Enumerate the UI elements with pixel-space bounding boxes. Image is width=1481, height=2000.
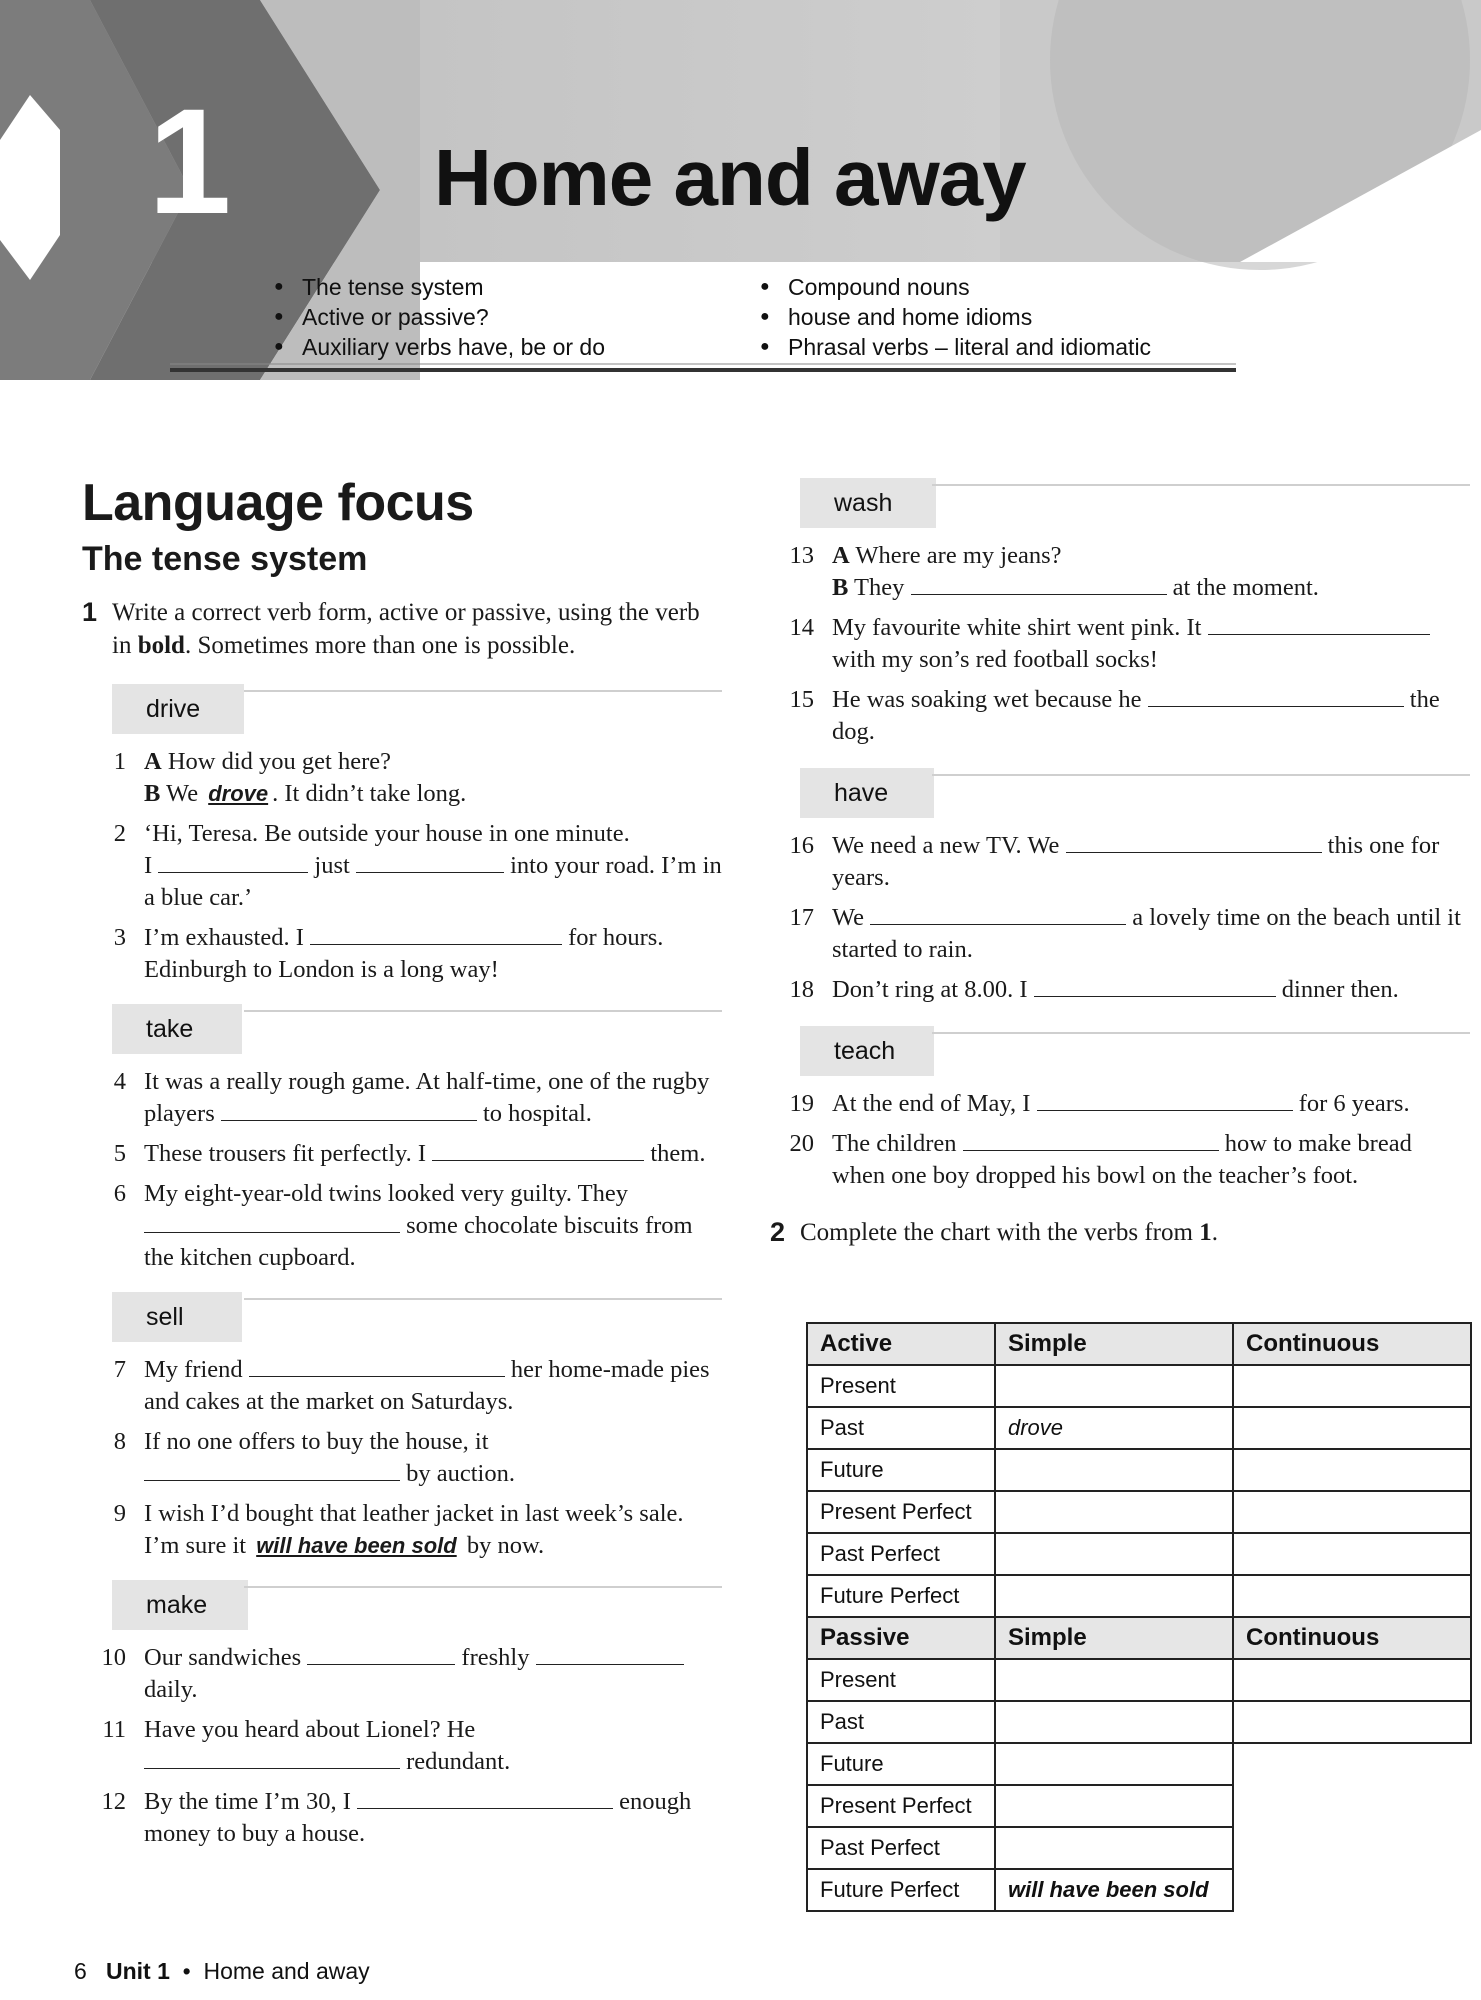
answer-blank[interactable] — [1208, 612, 1430, 635]
answer-cell[interactable] — [995, 1701, 1233, 1743]
exercise-2-instruction — [770, 1216, 1470, 1249]
question-text: I — [144, 852, 159, 879]
tense-label: Future Perfect — [807, 1575, 995, 1617]
chart-row — [807, 1407, 1471, 1449]
question-text: It was a really rough game. At half-time, one of the rugby players — [144, 1068, 710, 1127]
question-text: . It didn’t take long. — [272, 780, 467, 807]
question-6 — [82, 1178, 722, 1274]
header-cell: Simple — [995, 1323, 1233, 1365]
topic-item: ● Phrasal verbs – literal and idiomatic — [760, 332, 1151, 362]
chart-row — [807, 1701, 1471, 1743]
example-answer: will have been sold — [256, 1533, 457, 1558]
divider — [244, 1010, 722, 1012]
question-text: the dog. — [832, 686, 1440, 745]
question-number: 17 — [789, 904, 814, 931]
verb-heading-drive — [112, 684, 722, 734]
answer-blank[interactable] — [1034, 974, 1276, 997]
question-text: Don’t ring at 8.00. I — [832, 976, 1034, 1003]
verb-label: take — [112, 1004, 242, 1054]
right-column — [770, 478, 1470, 1271]
question-2 — [82, 818, 722, 914]
answer-blank[interactable] — [158, 850, 308, 873]
question-text: ‘Hi, Teresa. Be outside your house in one minute. — [144, 820, 630, 847]
unit-number: 1 — [148, 77, 232, 245]
question-17 — [770, 902, 1470, 966]
question-text: They — [854, 574, 911, 601]
question-9 — [82, 1498, 722, 1562]
question-3 — [82, 922, 722, 986]
chart-row — [807, 1785, 1471, 1827]
header-cell: Continuous — [1233, 1323, 1471, 1365]
answer-blank[interactable] — [870, 902, 1126, 925]
verb-label: sell — [112, 1292, 242, 1342]
instruction-text: . — [1211, 1219, 1218, 1246]
chart-row — [807, 1743, 1471, 1785]
answer-blank[interactable] — [1066, 830, 1322, 853]
topic-item: ● The tense system — [274, 272, 605, 302]
question-text: at the moment. — [1166, 574, 1319, 601]
verb-label: wash — [800, 478, 936, 528]
answer-cell[interactable] — [995, 1785, 1233, 1827]
answer-blank[interactable] — [144, 1746, 400, 1769]
question-text: them. — [644, 1140, 706, 1167]
question-text: for 6 years. — [1292, 1090, 1410, 1117]
question-text: We — [166, 780, 205, 807]
answer-cell[interactable] — [1233, 1533, 1471, 1575]
verb-label: make — [112, 1580, 248, 1630]
header-cell: Simple — [995, 1617, 1233, 1659]
question-text: just — [308, 852, 356, 879]
answer-cell[interactable]: drove — [995, 1407, 1233, 1449]
tense-label: Present Perfect — [807, 1491, 995, 1533]
answer-cell[interactable] — [995, 1365, 1233, 1407]
answer-cell[interactable] — [1233, 1449, 1471, 1491]
speaker-label: A — [832, 542, 850, 569]
answer-cell[interactable] — [995, 1533, 1233, 1575]
answer-cell[interactable] — [995, 1743, 1233, 1785]
question-text: Have you heard about Lionel? He — [144, 1716, 476, 1743]
section-title: Language focus — [82, 474, 474, 532]
verb-heading-take — [112, 1004, 722, 1054]
answer-cell[interactable] — [1233, 1407, 1471, 1449]
answer-blank[interactable] — [144, 1458, 400, 1481]
answer-blank[interactable] — [432, 1138, 644, 1161]
question-11 — [82, 1714, 722, 1778]
instruction-text: . Sometimes more than one is possible. — [184, 632, 576, 659]
question-8 — [82, 1426, 722, 1490]
answer-blank[interactable] — [249, 1354, 505, 1377]
empty-cell — [1233, 1743, 1471, 1785]
question-text: this one for years. — [832, 832, 1440, 891]
page-number: 6 — [74, 1958, 87, 1984]
question-text: I wish I’d bought that leather jacket in last week’s sale. I’m sure it — [144, 1500, 684, 1559]
answer-blank[interactable] — [310, 922, 562, 945]
question-text: her home-made pies and cakes at the market on Saturdays. — [144, 1356, 710, 1415]
instruction-bold: 1 — [1199, 1219, 1212, 1246]
divider — [932, 774, 1470, 776]
question-text: enough money to buy a house. — [144, 1788, 692, 1847]
question-text: with my son’s red football socks! — [832, 646, 1158, 673]
verb-label: have — [800, 768, 934, 818]
question-text: daily. — [144, 1676, 198, 1703]
question-text: We — [832, 904, 871, 931]
question-number: 5 — [113, 1140, 126, 1167]
question-text: If no one offers to buy the house, it — [144, 1428, 489, 1455]
question-text: The children — [832, 1130, 963, 1157]
question-text: by now. — [460, 1532, 545, 1559]
unit-banner — [0, 0, 1481, 380]
instruction-text: Complete the chart with the verbs from — [800, 1219, 1200, 1246]
question-text: How did you get here? — [167, 748, 391, 775]
left-column — [82, 470, 722, 1858]
answer-cell[interactable] — [1233, 1659, 1471, 1701]
empty-cell — [1233, 1785, 1471, 1827]
exercise-1-instruction — [82, 596, 722, 662]
exercise-number: 2 — [770, 1217, 786, 1247]
question-12 — [82, 1786, 722, 1850]
chart-row — [807, 1659, 1471, 1701]
question-number: 3 — [113, 924, 126, 951]
tense-label: Future — [807, 1449, 995, 1491]
divider — [244, 1586, 722, 1588]
chart-row — [807, 1491, 1471, 1533]
empty-cell — [1233, 1869, 1471, 1911]
question-number: 6 — [113, 1180, 126, 1207]
exercise-number: 1 — [82, 597, 98, 627]
topic-item: ● Compound nouns — [760, 272, 1151, 302]
unit-title: Home and away — [434, 133, 1026, 222]
question-number: 1 — [113, 748, 126, 775]
answer-cell[interactable] — [995, 1491, 1233, 1533]
question-text: These trousers fit perfectly. I — [144, 1140, 433, 1167]
question-number: 18 — [789, 976, 814, 1003]
header-cell: Active — [807, 1323, 995, 1365]
question-text: At the end of May, I — [832, 1090, 1037, 1117]
question-number: 2 — [113, 820, 126, 847]
question-number: 4 — [113, 1068, 126, 1095]
topic-item: ● house and home idioms — [760, 302, 1151, 332]
chart-row — [807, 1869, 1471, 1911]
chart-header-active — [807, 1323, 1471, 1365]
footer-unit: Unit 1 — [105, 1958, 170, 1984]
question-text: by auction. — [400, 1460, 515, 1487]
question-text: redundant. — [400, 1748, 511, 1775]
question-text: My friend — [144, 1356, 249, 1383]
question-number: 19 — [789, 1090, 814, 1117]
answer-blank[interactable] — [963, 1128, 1219, 1151]
chart-row — [807, 1365, 1471, 1407]
question-text: freshly — [455, 1644, 536, 1671]
footer-separator: • — [182, 1958, 191, 1984]
answer-cell[interactable] — [1233, 1491, 1471, 1533]
question-20 — [770, 1128, 1470, 1192]
verb-label: teach — [800, 1026, 934, 1076]
page-footer — [74, 1958, 370, 1985]
verb-heading-make — [112, 1580, 722, 1630]
tense-label: Present — [807, 1659, 995, 1701]
answer-blank[interactable] — [1037, 1088, 1293, 1111]
example-answer: drove — [208, 781, 269, 806]
answer-cell[interactable] — [995, 1449, 1233, 1491]
question-1 — [82, 746, 722, 810]
tense-label: Past Perfect — [807, 1827, 995, 1869]
answer-blank[interactable] — [144, 1210, 400, 1233]
question-15 — [770, 684, 1470, 748]
question-10 — [82, 1642, 722, 1706]
question-text: to hospital. — [476, 1100, 592, 1127]
speaker-label: B — [144, 780, 161, 807]
question-text: My eight-year-old twins looked very guilty. They — [144, 1180, 628, 1207]
answer-blank[interactable] — [536, 1642, 684, 1665]
question-text: a lovely time on the beach until it started to rain. — [832, 904, 1461, 963]
answer-blank[interactable] — [356, 850, 504, 873]
question-text: My favourite white shirt went pink. It — [832, 614, 1208, 641]
question-number: 7 — [113, 1356, 126, 1383]
topics-list-right — [760, 272, 1151, 362]
question-text: for hours. Edinburgh to London is a long way! — [144, 924, 664, 983]
question-5 — [82, 1138, 722, 1170]
header-cell: Passive — [807, 1617, 995, 1659]
tense-label: Present Perfect — [807, 1785, 995, 1827]
answer-cell[interactable] — [995, 1827, 1233, 1869]
answer-cell[interactable] — [995, 1575, 1233, 1617]
tense-label: Past Perfect — [807, 1533, 995, 1575]
section-subtitle: The tense system — [82, 540, 368, 578]
answer-blank[interactable] — [911, 572, 1167, 595]
chart-row — [807, 1575, 1471, 1617]
tense-label: Future Perfect — [807, 1869, 995, 1911]
topic-item: ● Auxiliary verbs have, be or do — [274, 332, 605, 362]
question-number: 10 — [101, 1644, 126, 1671]
question-text: how to make bread when one boy dropped his bowl on the teacher’s foot. — [832, 1130, 1412, 1189]
chart-row — [807, 1533, 1471, 1575]
chart-row — [807, 1449, 1471, 1491]
question-14 — [770, 612, 1470, 676]
verb-heading-wash — [800, 478, 1470, 528]
answer-blank[interactable] — [1148, 684, 1404, 707]
question-text: We need a new TV. We — [832, 832, 1066, 859]
tense-label: Future — [807, 1743, 995, 1785]
question-16 — [770, 830, 1470, 894]
instruction-text: Write a correct verb form, active or passive, using the verb in — [112, 599, 700, 659]
question-text: He was soaking wet because he — [832, 686, 1148, 713]
answer-cell[interactable] — [1233, 1575, 1471, 1617]
divider — [932, 1032, 1470, 1034]
verb-heading-teach — [800, 1026, 1470, 1076]
divider — [932, 484, 1470, 486]
question-text: Our sandwiches — [144, 1644, 308, 1671]
question-text: I’m exhausted. I — [144, 924, 310, 951]
instruction-bold: bold — [137, 632, 185, 659]
question-text: dinner then. — [1275, 976, 1399, 1003]
question-number: 14 — [789, 614, 814, 641]
question-number: 11 — [102, 1716, 126, 1743]
divider — [244, 690, 722, 692]
question-19 — [770, 1088, 1470, 1120]
chart-header-passive — [807, 1617, 1471, 1659]
answer-blank[interactable] — [221, 1098, 477, 1121]
answer-cell[interactable] — [1233, 1365, 1471, 1407]
answer-blank[interactable] — [357, 1786, 613, 1809]
answer-blank[interactable] — [307, 1642, 455, 1665]
question-number: 16 — [789, 832, 814, 859]
topics-list-left — [274, 272, 605, 362]
answer-cell[interactable]: will have been sold — [995, 1869, 1233, 1911]
verb-heading-have — [800, 768, 1470, 818]
question-text: By the time I’m 30, I — [144, 1788, 357, 1815]
question-18 — [770, 974, 1470, 1006]
question-text: some chocolate biscuits from the kitchen cupboard. — [144, 1212, 693, 1271]
answer-cell[interactable] — [1233, 1701, 1471, 1743]
question-text: into your road. I’m in a blue car.’ — [144, 852, 722, 911]
topic-item: ● Active or passive? — [274, 302, 605, 332]
speaker-label: A — [144, 748, 162, 775]
header-cell: Continuous — [1233, 1617, 1471, 1659]
tense-label: Present — [807, 1365, 995, 1407]
question-number: 15 — [789, 686, 814, 713]
tense-chart — [806, 1322, 1472, 1912]
question-number: 13 — [789, 542, 814, 569]
question-text: Where are my jeans? — [855, 542, 1062, 569]
tense-label: Past — [807, 1407, 995, 1449]
question-13 — [770, 540, 1470, 604]
verb-label: drive — [112, 684, 244, 734]
speaker-label: B — [832, 574, 849, 601]
answer-cell[interactable] — [995, 1659, 1233, 1701]
verb-heading-sell — [112, 1292, 722, 1342]
question-number: 8 — [113, 1428, 126, 1455]
question-number: 12 — [101, 1788, 126, 1815]
question-7 — [82, 1354, 722, 1418]
footer-title: Home and away — [203, 1958, 370, 1984]
question-number: 9 — [113, 1500, 126, 1527]
tense-label: Past — [807, 1701, 995, 1743]
chart-row — [807, 1827, 1471, 1869]
divider — [244, 1298, 722, 1300]
empty-cell — [1233, 1827, 1471, 1869]
question-4 — [82, 1066, 722, 1130]
question-number: 20 — [789, 1130, 814, 1157]
